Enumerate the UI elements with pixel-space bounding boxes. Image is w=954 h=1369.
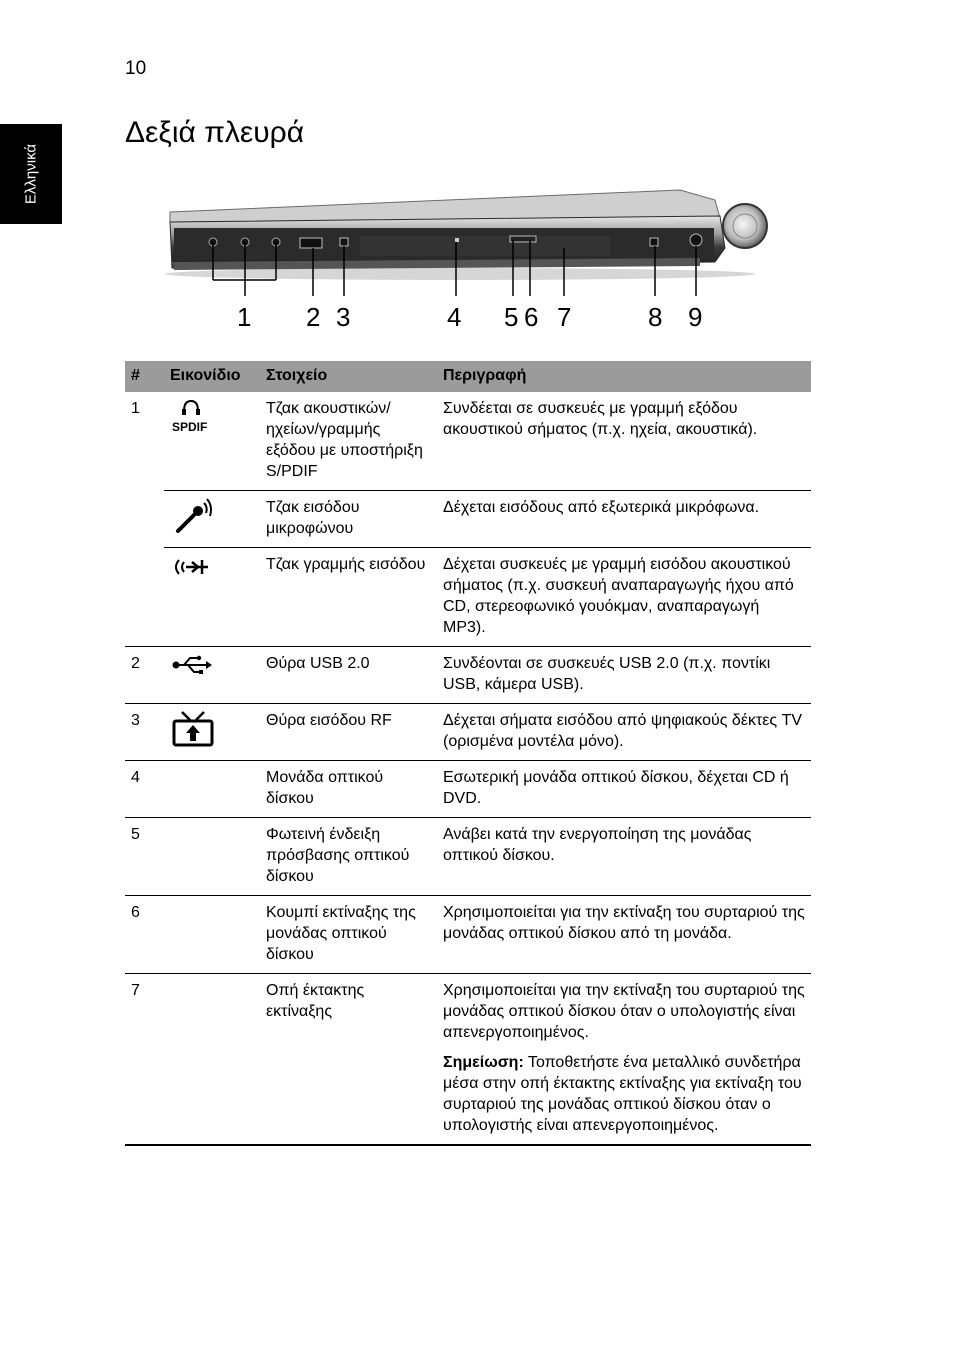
row-item: Μονάδα οπτικού δίσκου <box>260 761 437 818</box>
callout-6: 6 <box>524 302 539 332</box>
language-tab <box>0 124 62 224</box>
row-number: 6 <box>125 896 164 974</box>
row-description <box>437 974 811 1146</box>
callout-3: 3 <box>336 302 351 332</box>
row-number: 2 <box>125 647 164 704</box>
table-row <box>125 491 811 548</box>
note-text: Τοποθετήστε ένα μεταλλικό συνδετήρα μέσα στην οπή έκτακτης εκτίναξης για εκτίναξη του συρταριού της μονάδας οπτικού δίσκου όταν ο υπολογιστής είναι απενεργοποιημένος. <box>443 1054 802 1134</box>
page-title: Δεξιά πλευρά <box>125 116 305 149</box>
table-row <box>125 818 811 896</box>
header-description: Περιγραφή <box>437 361 811 392</box>
laptop-right-side-figure <box>160 178 780 338</box>
table-row <box>125 974 811 1146</box>
header-icon: Εικονίδιο <box>164 361 260 392</box>
line-in-icon <box>170 554 220 584</box>
row-number <box>125 491 164 548</box>
callout-2: 2 <box>306 302 321 332</box>
usb-icon <box>170 653 220 677</box>
row-number: 5 <box>125 818 164 896</box>
row-item: Τζακ γραμμής εισόδου <box>260 548 437 647</box>
page-number: 10 <box>125 58 147 79</box>
row-icon <box>164 647 260 704</box>
row-item: Φωτεινή ένδειξη πρόσβασης οπτικού δίσκου <box>260 818 437 896</box>
microphone-icon <box>170 497 220 537</box>
headphone-spdif-icon <box>170 398 220 434</box>
callout-9: 9 <box>688 302 703 332</box>
row-number: 4 <box>125 761 164 818</box>
language-tab-label: Ελληνικά <box>22 143 40 205</box>
ports-table <box>125 361 811 1146</box>
row-item: Τζακ ακουστικών/ ηχείων/γραμμής εξόδου με υποστήριξη S/PDIF <box>266 400 423 480</box>
note-label: Σημείωση: <box>443 1054 524 1071</box>
row-description: Δέχεται σήματα εισόδου από ψηφιακούς δέκτες TV (ορισμένα μοντέλα μόνο). <box>437 704 811 761</box>
row-item: Θύρα USB 2.0 <box>260 647 437 704</box>
row-description: Δέχεται εισόδους από εξωτερικά μικρόφωνα. <box>437 491 811 548</box>
row-description: Δέχεται συσκευές με γραμμή εισόδου ακουστικού σήματος (π.χ. συσκευή αναπαραγωγής ήχου από CD, στερεοφωνικό γουόκμαν, αναπαραγωγή MP3). <box>437 548 811 647</box>
row-icon <box>164 896 260 974</box>
table-row <box>125 704 811 761</box>
callout-4: 4 <box>447 302 462 332</box>
row-icon <box>164 974 260 1146</box>
row-icon <box>164 761 260 818</box>
callout-8: 8 <box>648 302 663 332</box>
header-item: Στοιχείο <box>260 361 437 392</box>
row-description: Χρησιμοποιείται για την εκτίναξη του συρταριού της μονάδας οπτικού δίσκου από τη μονάδα. <box>437 896 811 974</box>
row-number: 1 <box>131 400 140 417</box>
table-row <box>125 548 811 647</box>
callout-7: 7 <box>557 302 572 332</box>
row-description: Ανάβει κατά την ενεργοποίηση της μονάδας οπτικού δίσκου. <box>437 818 811 896</box>
row-icon <box>164 818 260 896</box>
row-number: 7 <box>125 974 164 1146</box>
table-row <box>125 761 811 818</box>
header-number: # <box>125 361 164 392</box>
callout-1: 1 <box>237 302 252 332</box>
row-item: Κουμπί εκτίναξης της μονάδας οπτικού δίσκου <box>260 896 437 974</box>
row-item: Τζακ εισόδου μικροφώνου <box>260 491 437 548</box>
table-header-row <box>125 361 811 392</box>
description-text: Χρησιμοποιείται για την εκτίναξη του συρταριού της μονάδας οπτικού δίσκου όταν ο υπολογιστής είναι απενεργοποιημένος. <box>443 982 805 1041</box>
table-row <box>125 647 811 704</box>
row-description: Συνδέονται σε συσκευές USB 2.0 (π.χ. ποντίκι USB, κάμερα USB). <box>437 647 811 704</box>
note <box>443 1052 805 1136</box>
row-icon <box>164 392 260 491</box>
table-row <box>125 896 811 974</box>
row-number <box>125 548 164 647</box>
rf-input-icon <box>170 710 220 748</box>
callout-5: 5 <box>504 302 519 332</box>
row-item: Θύρα εισόδου RF <box>260 704 437 761</box>
row-icon <box>164 491 260 548</box>
row-icon <box>164 704 260 761</box>
row-description: Συνδέεται σε συσκευές με γραμμή εξόδου ακουστικού σήματος (π.χ. ηχεία, ακουστικά). <box>443 400 758 438</box>
row-item: Οπή έκτακτης εκτίναξης <box>260 974 437 1146</box>
row-number: 3 <box>125 704 164 761</box>
row-description: Εσωτερική μονάδα οπτικού δίσκου, δέχεται CD ή DVD. <box>437 761 811 818</box>
table-row <box>125 392 811 491</box>
row-icon <box>164 548 260 647</box>
spdif-label: SPDIF <box>172 420 208 434</box>
